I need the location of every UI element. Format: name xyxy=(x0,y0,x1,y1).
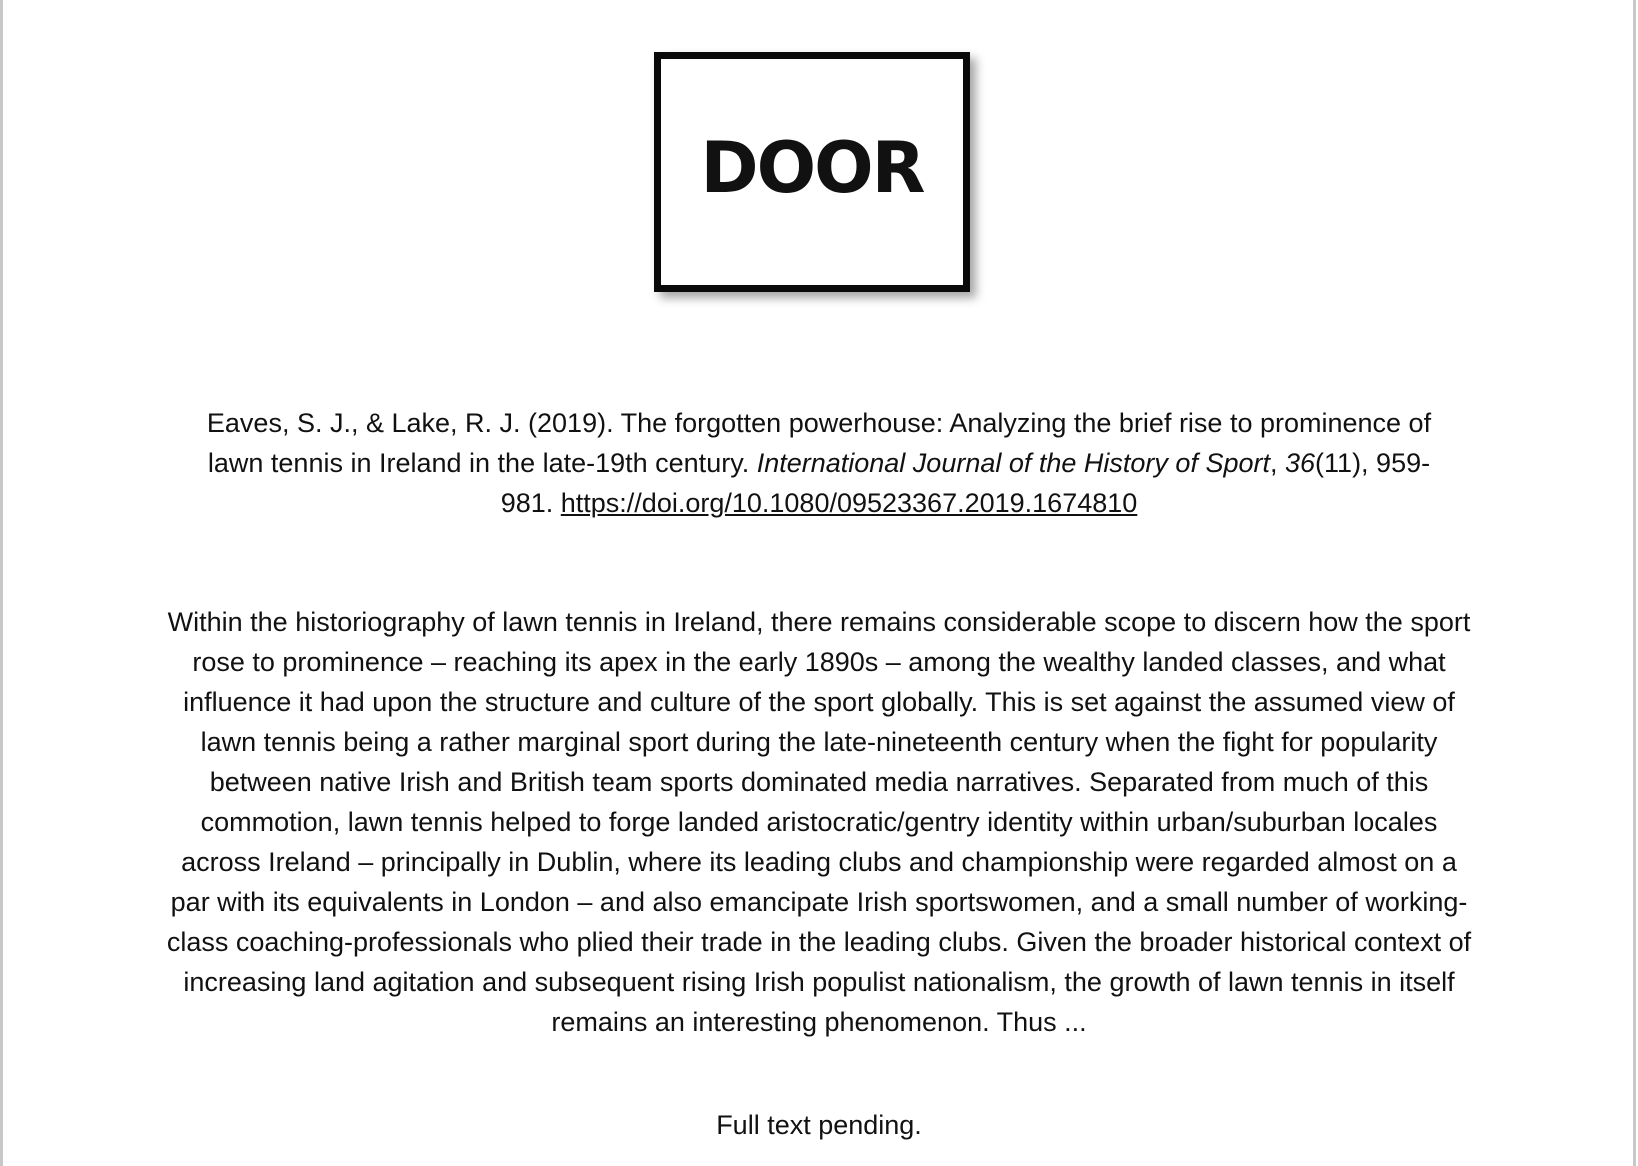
logo-text: DOOR xyxy=(700,127,924,209)
page-border-right xyxy=(1633,0,1636,1166)
journal-volume: 36 xyxy=(1285,448,1316,478)
citation xyxy=(190,403,1448,523)
page-border-left xyxy=(0,0,3,1166)
issue-pages: (11), 959-981. xyxy=(500,448,1431,518)
abstract: Within the historiography of lawn tennis in Ireland, there remains considerable scope to discern how the sport rose to prominence – reaching its apex in the early 1890s – among the wealthy landed classes, and what influence it had upon the structure and culture of the sport globally. This is set against the assumed view of lawn tennis being a rather marginal sport during the late-nineteenth century when the fight for popularity between native Irish and British team sports dominated media narratives. Separated from much of this commotion, lawn tennis helped to forge landed aristocratic/gentry identity within urban/suburban locales across Ireland – principally in Dublin, where its leading clubs and championship were regarded almost on a par with its equivalents in London – and also emancipate Irish sportswomen, and a small number of working-class coaching-professionals who plied their trade in the leading clubs. Given the broader historical context of increasing land agitation and subsequent rising Irish populist nationalism, the growth of lawn tennis in itself remains an interesting phenomenon. Thus ... xyxy=(166,607,1472,1037)
full-text-status: Full text pending. xyxy=(716,1110,922,1140)
citation-separator: , xyxy=(1269,448,1285,478)
door-logo xyxy=(654,52,970,292)
journal-title: International Journal of the History of Sport xyxy=(756,448,1270,478)
citation-text: Eaves, S. J., & Lake, R. J. (2019). The forgotten powerhouse: Analyzing the brief rise to prominence of lawn tennis in Ireland in the late-19th century. xyxy=(206,408,1432,478)
doi-link[interactable]: https://doi.org/10.1080/09523367.2019.1674810 xyxy=(560,488,1138,518)
